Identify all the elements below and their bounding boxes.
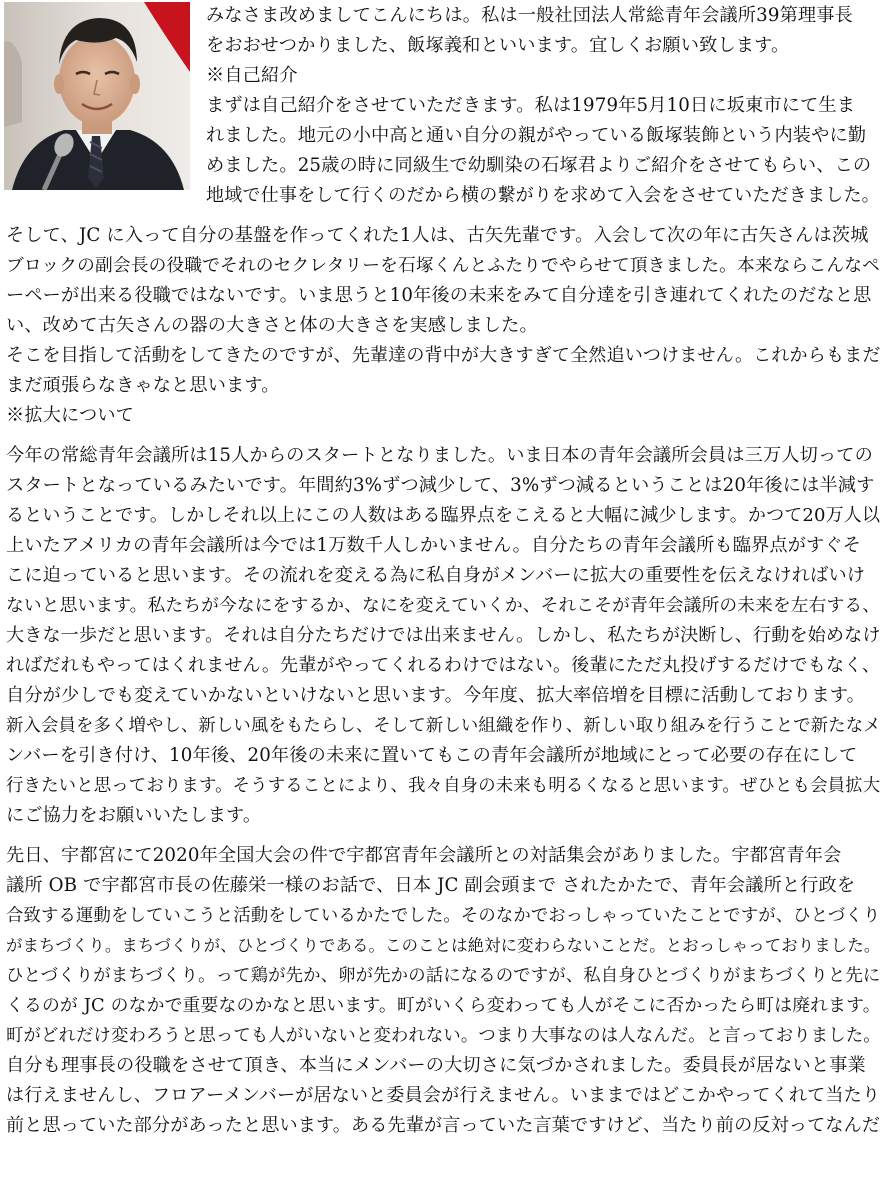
body-line: くるのが JC のなかで重要なのかなと思います。町がいくら変わっても人がそこに否かったら町は廃れます。 bbox=[6, 995, 881, 1016]
body-line: ーペーが出来る役職ではないです。いま思うと10年後の未来をみて自分達を引き連れてくれたのだなと思 bbox=[6, 285, 872, 306]
body-line: は行えませんし、フロアーメンバーが居ないと委員会が行えません。いままではどこかやってくれて当たり bbox=[6, 1085, 881, 1106]
body-line: ンバーを引き付け、10年後、20年後の未来に置いてもこの青年会議所が地域にとって必要の存在にして bbox=[6, 745, 858, 766]
body-line: 先日、宇都宮にて2020年全国大会の件で宇都宮青年会議所との対話集会がありました。宇都宮青年会 bbox=[6, 845, 842, 866]
intro-line: みなさま改めましてこんにちは。私は一般社団法人常総青年会議所39第理事長 bbox=[206, 5, 853, 26]
portrait-photo bbox=[4, 2, 190, 190]
body-line: 自分が少しでも変えていかないといけないと思います。今年度、拡大率倍増を目標に活動しております。 bbox=[6, 685, 865, 706]
intro-line: めました。25歳の時に同級生で幼馴染の石塚君よりご紹介をさせてもらい、この bbox=[206, 155, 872, 176]
body-line: まだ頑張らなきゃなと思います。 bbox=[6, 375, 280, 396]
body-line: るということです。しかしそれ以上にこの人数はある臨界点をこえると大幅に減少します。かつて20万人以 bbox=[6, 505, 881, 526]
intro-line: をおおせつかりました、飯塚義和といいます。宜しくお願い致します。 bbox=[206, 35, 790, 56]
body-line: 上いたアメリカの青年会議所は今では1万数千人しかいません。自分たちの青年会議所も臨界点がすぐそ bbox=[6, 535, 862, 556]
body-line: 議所 OB で宇都宮市長の佐藤栄一様のお話で、日本 JC 副会頭まで されたかたで、青年会議所と行政を bbox=[6, 875, 856, 896]
body-line: こに迫っていると思います。その流れを変える為に私自身がメンバーに拡大の重要性を伝えなければいけ bbox=[6, 565, 866, 586]
intro-line: 地域で仕事をして行くのだから横の繋がりを求めて入会をさせていただきました。 bbox=[206, 185, 880, 206]
intro-line: れました。地元の小中高と通い自分の親がやっている飯塚装飾という内装やに勤 bbox=[206, 125, 867, 146]
body-line: 前と思っていた部分があったと思います。ある先輩が言っていた言葉ですけど、当たり前の反対ってなんだ bbox=[6, 1115, 881, 1136]
body-line: ればだれもやってはくれません。先輩がやってくれるわけではない。後輩にただ丸投げするだけでもなく、 bbox=[6, 655, 881, 676]
section-heading-expansion: ※拡大について bbox=[6, 405, 134, 426]
body-line: ないと思います。私たちが今なにをするか、なにを変えていくか、それこそが青年会議所の未来を左右する、 bbox=[6, 596, 881, 616]
body-line: 新入会員を多く増やし、新しい風をもたらし、そして新しい組織を作り、新しい取り組みを行うことで新たなメ bbox=[6, 716, 881, 736]
body-line: ひとづくりがまちづくり。って鶏が先か、卵が先かの話になるのですが、私自身ひとづくりがまちづくりと先に bbox=[6, 966, 881, 986]
body-line: 自分も理事長の役職をさせて頂き、本当にメンバーの大切さに気づかされました。委員長が居ないと事業 bbox=[6, 1055, 866, 1076]
body-line: ブロックの副会長の役職でそれのセクレタリーを石塚くんとふたりでやらせて頂きました。本来ならこんなペ bbox=[6, 256, 880, 276]
body-line: 今年の常総青年会議所は15人からのスタートとなりました。いま日本の青年会議所会員は三万人切っての bbox=[6, 445, 873, 466]
body-line: がまちづくり。まちづくりが、ひとづくりである。このことは絶対に変わらないことだ。とおっしゃっておりました。 bbox=[6, 936, 881, 955]
body-line: そこを目指して活動をしてきたのですが、先輩達の背中が大きすぎて全然追いつけません。これからもまだ bbox=[6, 345, 881, 366]
body-line: にご協力をお願いいたします。 bbox=[6, 805, 262, 826]
body-line: 大きな一歩だと思います。それは自分たちだけでは出来ません。しかし、私たちが決断し、行動を始めなけ bbox=[6, 625, 881, 646]
section-heading-self-introduction: ※自己紹介 bbox=[206, 65, 298, 86]
body-line: い、改めて古矢さんの器の大きさと体の大きさを実感しました。 bbox=[6, 315, 538, 336]
body-line: 行きたいと思っております。そうすることにより、我々自身の未来も明るくなると思います。ぜひとも会員拡大 bbox=[6, 776, 881, 796]
body-line: そして、JC に入って自分の基盤を作ってくれた1人は、古矢先輩です。入会して次の年に古矢さんは茨城 bbox=[6, 225, 869, 246]
portrait-image bbox=[4, 2, 190, 190]
intro-line: まずは自己紹介をさせていただきます。私は1979年5月10日に坂東市にて生ま bbox=[206, 95, 856, 116]
body-line: 合致する運動をしていこうと活動をしているかたでした。そのなかでおっしゃっていたことですが、ひとづくり bbox=[6, 906, 881, 926]
body-line: スタートとなっているみたいです。年間約3%ずつ減少して、3%ずつ減るということは20年後には半減す bbox=[6, 475, 875, 496]
body-line: 町がどれだけ変わろうと思っても人がいないと変われない。つまり大事なのは人なんだ。と言っておりました。 bbox=[6, 1026, 881, 1046]
